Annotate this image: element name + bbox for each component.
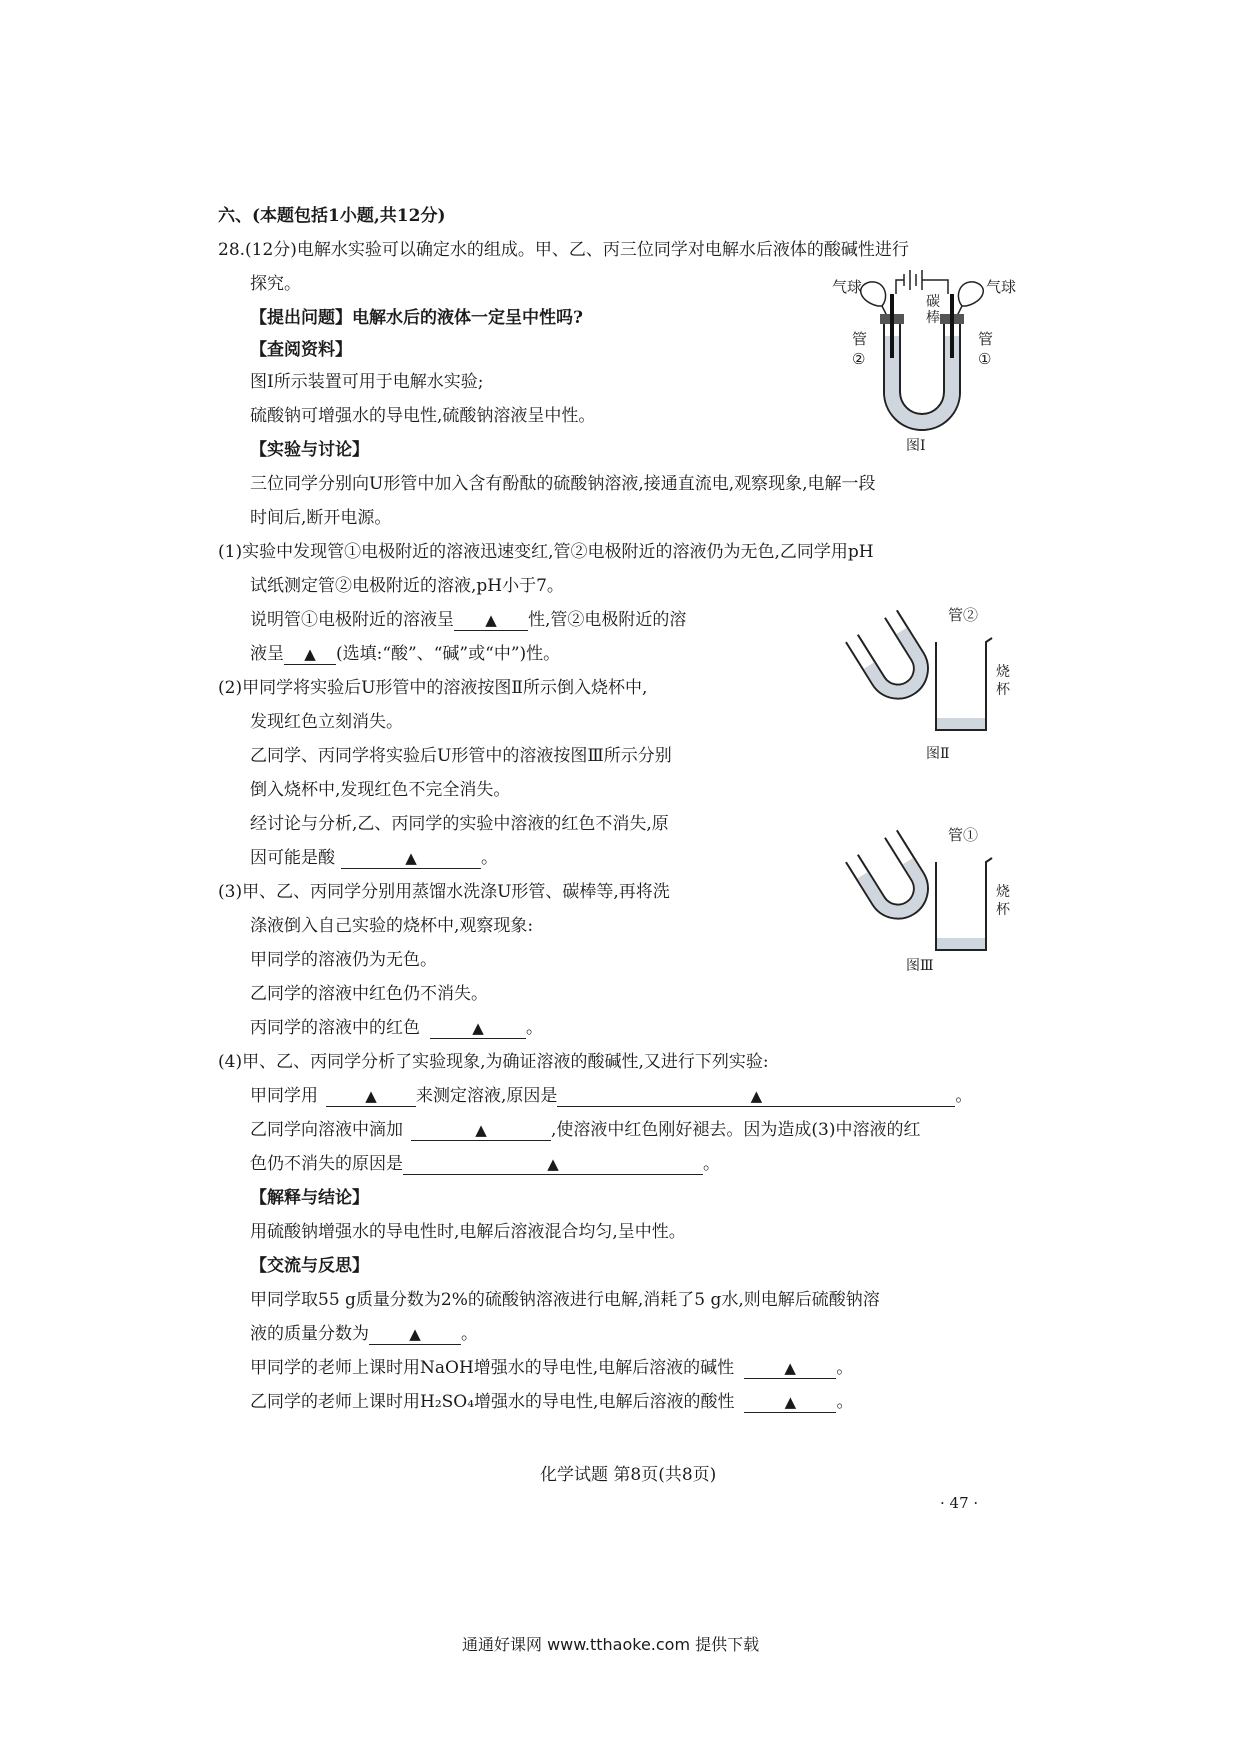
part4-text: 来测定溶液,原因是 bbox=[416, 1086, 558, 1106]
experiment-line-1: 三位同学分别向U形管中加入含有酚酞的硫酸钠溶液,接通直流电,观察现象,电解一段 bbox=[250, 474, 876, 494]
answer-blank-7[interactable] bbox=[411, 1118, 551, 1141]
reflection-text: 甲同学的老师上课时用NaOH增强水的导电性,电解后溶液的碱性 bbox=[250, 1358, 735, 1378]
part3-line-2: 涤液倒入自己实验的烧杯中,观察现象: bbox=[250, 916, 534, 936]
fig1-rod-label-2: 棒 bbox=[926, 310, 940, 326]
part3-line-5 bbox=[250, 1016, 543, 1040]
answer-blank-10[interactable] bbox=[744, 1356, 836, 1379]
reflection-line-1: 甲同学取55 g质量分数为2%的硫酸钠溶液进行电解,消耗了5 g水,则电解后硫酸钠溶 bbox=[250, 1290, 880, 1310]
page-number: · 47 · bbox=[940, 1494, 979, 1512]
answer-blank-5[interactable] bbox=[326, 1084, 416, 1107]
fig1-balloon-left-label: 气球 bbox=[832, 278, 863, 296]
fig2-caption: 图Ⅱ bbox=[926, 746, 950, 762]
fig1-balloon-right-label: 气球 bbox=[986, 278, 1017, 296]
part2-line-2: 发现红色立刻消失。 bbox=[250, 712, 403, 732]
part4-text: ,使溶液中红色刚好褪去。因为造成(3)中溶液的红 bbox=[551, 1120, 921, 1140]
part4-text: 甲同学用 bbox=[250, 1086, 318, 1106]
reflection-text: 液的质量分数为 bbox=[250, 1324, 369, 1344]
part1-line-4 bbox=[250, 642, 560, 666]
question-intro-line-1: 28.(12分)电解水实验可以确定水的组成。甲、乙、丙三位同学对电解水后液体的酸碱性进行 bbox=[218, 240, 909, 260]
fig1-caption: 图Ⅰ bbox=[906, 438, 926, 454]
part4-text: 色仍不消失的原因是 bbox=[250, 1154, 403, 1174]
fig1-rod-label-1: 碳 bbox=[926, 294, 940, 310]
part2-line-1: (2)甲同学将实验后U形管中的溶液按图Ⅱ所示倒入烧杯中, bbox=[218, 678, 648, 698]
part1-line-2: 试纸测定管②电极附近的溶液,pH小于7。 bbox=[250, 576, 564, 596]
answer-blank-11[interactable] bbox=[744, 1390, 836, 1413]
heading-reflection: 【交流与反思】 bbox=[250, 1256, 369, 1276]
part1-line-3 bbox=[250, 608, 686, 632]
part4-line-1: (4)甲、乙、丙同学分析了实验现象,为确证溶液的酸碱性,又进行下列实验: bbox=[218, 1052, 769, 1072]
blank-mark: ▲ bbox=[304, 645, 316, 663]
heading-reference: 【查阅资料】 bbox=[250, 340, 352, 360]
reflection-text: 。 bbox=[836, 1358, 854, 1378]
answer-blank-2[interactable] bbox=[284, 642, 336, 665]
blank-mark: ▲ bbox=[405, 849, 417, 867]
reflection-line-4 bbox=[250, 1390, 853, 1414]
part4-line-2 bbox=[250, 1084, 972, 1108]
fig2-beaker-label-1: 烧 bbox=[996, 664, 1010, 680]
part3-line-4: 乙同学的溶液中红色仍不消失。 bbox=[250, 984, 488, 1004]
fig1-tube-left-label-1: 管 bbox=[852, 330, 868, 348]
part4-text: 。 bbox=[955, 1086, 973, 1106]
reflection-text: 。 bbox=[836, 1392, 854, 1412]
fig1-tube-right-label-2: ① bbox=[978, 350, 992, 368]
fig3-caption: 图Ⅲ bbox=[906, 958, 934, 974]
answer-blank-9[interactable] bbox=[369, 1322, 461, 1345]
part2-line-6 bbox=[250, 846, 498, 870]
question-intro-line-2: 探究。 bbox=[250, 274, 301, 294]
part2-line-3: 乙同学、丙同学将实验后U形管中的溶液按图Ⅲ所示分别 bbox=[250, 746, 672, 766]
reference-line-2: 硫酸钠可增强水的导电性,硫酸钠溶液呈中性。 bbox=[250, 406, 596, 426]
answer-blank-1[interactable] bbox=[454, 608, 528, 631]
part3-text: 。 bbox=[526, 1018, 543, 1038]
blank-mark: ▲ bbox=[475, 1121, 487, 1139]
part2-text: 因可能是酸 bbox=[250, 848, 335, 868]
part4-text: 。 bbox=[703, 1154, 720, 1174]
fig1-tube-right-label-1: 管 bbox=[978, 330, 994, 348]
conclusion-line-1: 用硫酸钠增强水的导电性时,电解后溶液混合均匀,呈中性。 bbox=[250, 1222, 686, 1242]
reflection-text: 。 bbox=[461, 1324, 478, 1344]
part4-line-3 bbox=[250, 1118, 920, 1142]
fig3-tube-label: 管① bbox=[948, 826, 979, 844]
heading-experiment: 【实验与讨论】 bbox=[250, 440, 369, 460]
blank-mark: ▲ bbox=[365, 1087, 377, 1105]
part1-line-1: (1)实验中发现管①电极附近的溶液迅速变红,管②电极附近的溶液仍为无色,乙同学用pH bbox=[218, 542, 874, 562]
blank-mark: ▲ bbox=[547, 1155, 559, 1173]
part3-line-1: (3)甲、乙、丙同学分别用蒸馏水洗涤U形管、碳棒等,再将洗 bbox=[218, 882, 670, 902]
part3-line-3: 甲同学的溶液仍为无色。 bbox=[250, 950, 437, 970]
fig2-beaker-label-2: 杯 bbox=[996, 682, 1010, 698]
part1-text: 性,管②电极附近的溶 bbox=[528, 610, 687, 630]
answer-blank-3[interactable] bbox=[341, 846, 481, 869]
power-source-icon bbox=[896, 270, 948, 294]
experiment-line-2: 时间后,断开电源。 bbox=[250, 508, 392, 528]
section-header: 六、(本题包括1小题,共12分) bbox=[218, 206, 446, 226]
answer-blank-8[interactable] bbox=[403, 1152, 703, 1175]
part4-text: 乙同学向溶液中滴加 bbox=[250, 1120, 403, 1140]
blank-mark: ▲ bbox=[750, 1087, 763, 1105]
figure-3-pouring bbox=[836, 818, 1016, 988]
figure-2-pouring bbox=[836, 598, 1016, 768]
beaker-icon bbox=[936, 858, 992, 950]
reference-line-1: 图Ⅰ所示装置可用于电解水实验; bbox=[250, 372, 484, 392]
tilted-u-tube-icon bbox=[846, 830, 939, 930]
part3-text: 丙同学的溶液中的红色 bbox=[250, 1018, 420, 1038]
figure-1-electrolysis-apparatus bbox=[830, 262, 1020, 460]
fig3-beaker-label-2: 杯 bbox=[996, 902, 1010, 918]
heading-conclusion: 【解释与结论】 bbox=[250, 1188, 369, 1208]
u-tube-icon bbox=[880, 294, 964, 430]
part1-text: (选填:“酸”、“碱”或“中”)性。 bbox=[336, 644, 561, 664]
part2-text: 。 bbox=[481, 848, 498, 868]
part1-text: 液呈 bbox=[250, 644, 284, 664]
part2-line-4: 倒入烧杯中,发现红色不完全消失。 bbox=[250, 780, 511, 800]
fig3-beaker-label-1: 烧 bbox=[996, 884, 1010, 900]
balloon-right-icon bbox=[956, 282, 983, 318]
part2-line-5: 经讨论与分析,乙、丙同学的实验中溶液的红色不消失,原 bbox=[250, 814, 669, 834]
page-info: 化学试题 第8页(共8页) bbox=[540, 1465, 717, 1485]
blank-mark: ▲ bbox=[485, 611, 497, 629]
blank-mark: ▲ bbox=[409, 1325, 421, 1343]
balloon-left-icon bbox=[861, 282, 888, 318]
download-watermark: 通通好课网 www.tthaoke.com 提供下载 bbox=[462, 1635, 760, 1654]
reflection-line-3 bbox=[250, 1356, 853, 1380]
blank-mark: ▲ bbox=[784, 1393, 797, 1411]
fig1-tube-left-label-2: ② bbox=[852, 350, 866, 368]
heading-question: 【提出问题】电解水后的液体一定呈中性吗? bbox=[250, 308, 583, 328]
part1-text: 说明管①电极附近的溶液呈 bbox=[250, 610, 454, 630]
answer-blank-6[interactable] bbox=[557, 1084, 955, 1107]
reflection-text: 乙同学的老师上课时用H₂SO₄增强水的导电性,电解后溶液的酸性 bbox=[250, 1392, 735, 1412]
reflection-line-2 bbox=[250, 1322, 478, 1346]
answer-blank-4[interactable] bbox=[430, 1016, 526, 1039]
beaker-icon bbox=[936, 638, 992, 730]
blank-mark: ▲ bbox=[784, 1359, 796, 1377]
tilted-u-tube-icon bbox=[846, 610, 939, 710]
fig2-tube-label: 管② bbox=[948, 606, 979, 624]
part4-line-4 bbox=[250, 1152, 720, 1176]
blank-mark: ▲ bbox=[472, 1019, 484, 1037]
